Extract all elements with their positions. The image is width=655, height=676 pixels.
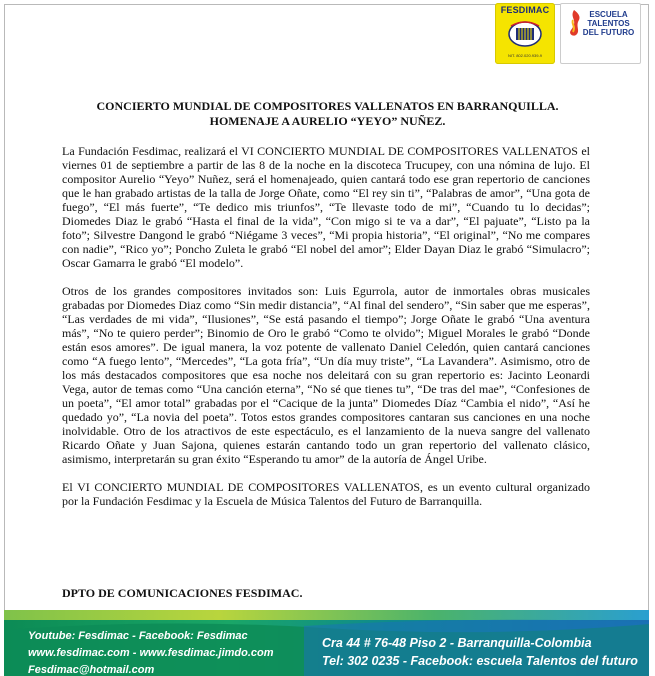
signature: DPTO DE COMUNICACIONES FESDIMAC. [62,586,303,600]
footer-address: Cra 44 # 76-48 Piso 2 - Barranquilla-Colombia [322,636,592,650]
document-title [62,99,593,129]
footer-social[interactable]: Youtube: Fesdimac - Facebook: Fesdimac [28,630,248,642]
accordion-icon [507,18,543,48]
title-line-2: HOMENAJE A AURELIO “YEYO” NUÑEZ. [209,114,446,128]
fesdimac-logo [495,3,555,64]
footer-websites[interactable]: www.fesdimac.com - www.fesdimac.jimdo.com [28,647,274,659]
escuela-logo-text: ESCUELA TALENTOS DEL FUTURO [582,10,635,37]
fesdimac-logo-title: FESDIMAC [500,5,550,15]
paragraph-1: La Fundación Fesdimac, realizará el VI CONCIERTO MUNDIAL DE COMPOSITORES VALLENATOS el viernes 01 de septiembre a partir de las 8 de la noche en la discoteca Trucupey, con una nómina de lujo. El compositor Aurelio “Yeyo” Nuñez, será el homenajeado, quien cantará todo ese gran repertorio de canciones que le han grabado artistas de la talla de Jorge Oñate, como “El rey sin ti”, “Palabras de amor”, “Una gota de fuego”, “El más fuerte”, “Te dedico mis triunfos”, “Te llevaste todo de mi”, “Cuando tu lo decidas”; Diomedes Diaz le grabó “Hasta el final de la vida”, “Con migo si te va a dar”, “El pajuate”, “Listo pa la foto”; Silvestre Dangond le grabó “Niégame 3 veces”, “Mi propia historia”, “El original”, “No me compares con nadie”, “Rico yo”; Poncho Zuleta le grabó “El nobel del amor”; Elder Dayan Diaz le grabó “Simulacro”; Oscar Gamarra le grabó “El modelo”. [62,144,590,270]
footer-email[interactable]: Fesdimac@hotmail.com [28,664,155,676]
paragraph-2: Otros de los grandes compositores invitados son: Luis Egurrola, autor de inmortales obras musicales grabadas por Diomedes Diaz como “Sin medir distancia”, “Al final del sendero”, “Sin saber que me esperas”, “Las verdades de mi vida”, “Ilusiones”, “Se está pasando el tiempo”; Jorge Oñate le grabó “Una aventura más”, “No te quiero perder”; Binomio de Oro le grabó “Como te olvido”; Miguel Morales le grabó “Donde están esos amores”. De igual manera, la voz potente de vallenato Daniel Celedón, quien cantará canciones como “A fuego lento”, “Mercedes”, “La gota fría”, “Un día muy triste”, “La Lavandera”. Asimismo, otro de los más destacados compositores que esa noche nos deleitará con su gran repertorio es: Jacinto Leonardi Vega, autor de temas como “Una canción eterna”, “No sé que tienes tu”, “De tras del mae”, “Confesiones de un poeta”, “El amor total” grabadas por el “Cacique de la junta” Diomedes Díaz “Cambia el nido”, “Así he quedado yo”, “La novia del poeta”. Totos estos grandes compositores cantaran sus canciones en una noche inolvidable. Otro de los atractivos de este espectáculo, es el lanzamiento de la nueva sangre del vallenato Ricardo Oñate y Juan Sajona, quienes estarán cantando todo un gran repertorio del vallenato clásico, asimismo, interpretarán su gran éxito “Esperando tu amor” de la autoría de Ángel Uribe. [62,284,590,466]
paragraph-3: El VI CONCIERTO MUNDIAL DE COMPOSITORES VALLENATOS, es un evento cultural organizado por la Fundación Fesdimac y la Escuela de Música Talentos del Futuro de Barranquilla. [62,480,590,508]
footer-contact: Tel: 302 0235 - Facebook: escuela Talentos del futuro [322,654,638,668]
header-logos [495,3,641,64]
document-body [62,144,590,522]
footer-banner [4,610,649,676]
fesdimac-logo-nit: NIT. 802.020.939-9 [507,53,543,58]
escuela-logo [560,3,641,64]
title-line-1: CONCIERTO MUNDIAL DE COMPOSITORES VALLENATOS EN BARRANQUILLA. [96,99,559,113]
